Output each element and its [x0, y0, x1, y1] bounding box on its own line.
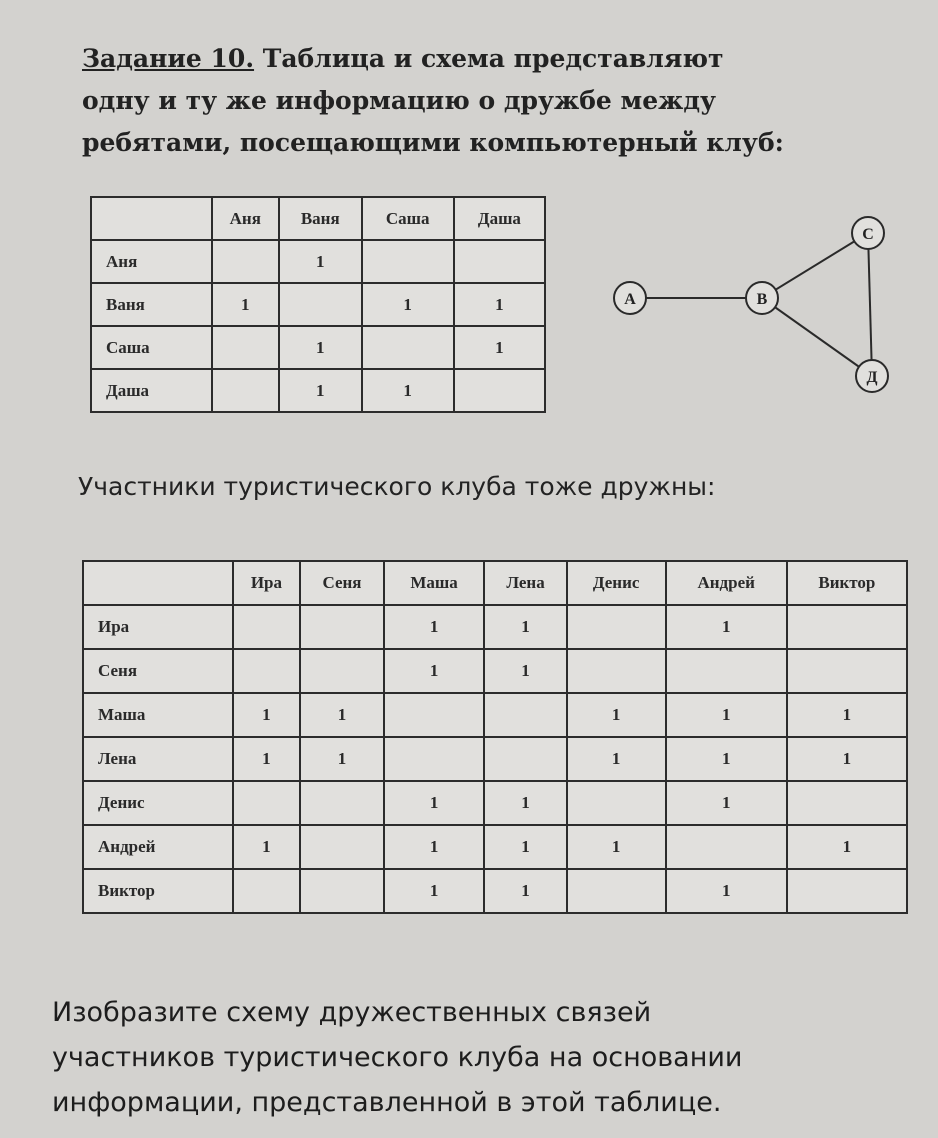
table-row: [83, 693, 907, 737]
computer-club-friendship-table: [90, 196, 546, 413]
column-header: Лена: [484, 561, 566, 605]
row-header: Денис: [83, 781, 233, 825]
table-cell: 1: [787, 737, 907, 781]
table-cell: [300, 649, 384, 693]
table-row: [91, 369, 545, 412]
table-row: [91, 326, 545, 369]
task-line-3: ребятами, посещающими компьютерный клуб:: [82, 128, 784, 157]
tourist-club-intro: Участники туристического клуба тоже дружны:: [78, 472, 716, 501]
row-header: Аня: [91, 240, 212, 283]
row-header: Виктор: [83, 869, 233, 913]
task-line-1: [82, 38, 882, 80]
tourist-club-friendship-table: [82, 560, 908, 914]
table-cell: [212, 369, 279, 412]
table-cell: [484, 737, 566, 781]
graph-edge-b-c: [762, 233, 868, 298]
table-cell: 1: [666, 781, 787, 825]
graph-node-a-label: А: [624, 291, 636, 308]
table-cell: [787, 781, 907, 825]
task-label: Задание 10.: [82, 44, 255, 73]
row-header: Маша: [83, 693, 233, 737]
table-cell: 1: [279, 240, 362, 283]
table-cell: [300, 605, 384, 649]
table-cell: 1: [666, 869, 787, 913]
table-cell: [362, 240, 454, 283]
table-cell: [567, 781, 666, 825]
table-cell: 1: [233, 693, 301, 737]
table-cell: 1: [484, 825, 566, 869]
task-line-2: одну и ту же информацию о дружбе между: [82, 86, 717, 115]
table-cell: 1: [484, 869, 566, 913]
graph-edge-b-d: [762, 298, 872, 376]
table-cell: 1: [484, 781, 566, 825]
table-cell: 1: [454, 326, 545, 369]
table-cell: [666, 825, 787, 869]
table-cell: 1: [666, 605, 787, 649]
table-row: [83, 869, 907, 913]
table-body: [91, 240, 545, 412]
task-line-1-text: Таблица и схема представляют: [254, 44, 724, 73]
table-cell: [567, 649, 666, 693]
graph-node-d: [856, 360, 888, 392]
row-header: Даша: [91, 369, 212, 412]
column-header: Виктор: [787, 561, 907, 605]
table-row: [83, 825, 907, 869]
corner-cell: [91, 197, 212, 240]
table-cell: 1: [233, 825, 301, 869]
table-cell: [787, 869, 907, 913]
table-cell: 1: [484, 649, 566, 693]
instruction-line-3: информации, представленной в этой таблице.: [52, 1087, 722, 1118]
table-cell: 1: [384, 649, 485, 693]
column-header: Денис: [567, 561, 666, 605]
table-cell: 1: [362, 369, 454, 412]
computer-club-friendship-graph: [600, 205, 900, 405]
table-cell: 1: [233, 737, 301, 781]
table-cell: 1: [384, 605, 485, 649]
table-cell: [567, 869, 666, 913]
task-statement: [82, 38, 882, 164]
table-row: [83, 781, 907, 825]
table-cell: 1: [300, 737, 384, 781]
table-cell: 1: [279, 326, 362, 369]
table-cell: [454, 240, 545, 283]
table-cell: [567, 605, 666, 649]
table-body: [83, 605, 907, 913]
task-instruction: [52, 990, 912, 1125]
instruction-line-2: участников туристического клуба на основании: [52, 1042, 743, 1073]
table-cell: [666, 649, 787, 693]
table-cell: 1: [454, 283, 545, 326]
table-cell: 1: [567, 737, 666, 781]
column-header: Даша: [454, 197, 545, 240]
table-cell: [454, 369, 545, 412]
table-cell: [300, 869, 384, 913]
table-cell: 1: [567, 825, 666, 869]
column-header: Маша: [384, 561, 485, 605]
column-header: Андрей: [666, 561, 787, 605]
table-row: [83, 605, 907, 649]
row-header: Ваня: [91, 283, 212, 326]
table-cell: [787, 649, 907, 693]
corner-cell: [83, 561, 233, 605]
table-cell: 1: [384, 781, 485, 825]
graph-node-a: [614, 282, 646, 314]
table-cell: 1: [300, 693, 384, 737]
table-cell: 1: [212, 283, 279, 326]
table-cell: 1: [384, 869, 485, 913]
table-cell: [300, 825, 384, 869]
instruction-line-1: Изобразите схему дружественных связей: [52, 997, 652, 1028]
row-header: Андрей: [83, 825, 233, 869]
table-cell: 1: [787, 825, 907, 869]
table-header-row: [91, 197, 545, 240]
table-cell: 1: [362, 283, 454, 326]
graph-node-c-label: С: [862, 226, 874, 243]
column-header: Аня: [212, 197, 279, 240]
table-cell: [787, 605, 907, 649]
table-cell: 1: [787, 693, 907, 737]
table-cell: 1: [384, 825, 485, 869]
table-cell: [233, 605, 301, 649]
graph-node-d-label: Д: [866, 369, 878, 386]
table-cell: [212, 240, 279, 283]
table-cell: 1: [567, 693, 666, 737]
table-cell: [300, 781, 384, 825]
table-cell: [279, 283, 362, 326]
graph-node-b-label: В: [756, 291, 768, 308]
table-row: [83, 649, 907, 693]
table-cell: [233, 869, 301, 913]
table-cell: [484, 693, 566, 737]
table-row: [91, 240, 545, 283]
table-row: [91, 283, 545, 326]
column-header: Ира: [233, 561, 301, 605]
table-cell: [384, 693, 485, 737]
table-cell: 1: [484, 605, 566, 649]
table-row: [83, 737, 907, 781]
table-header-row: [83, 561, 907, 605]
row-header: Ира: [83, 605, 233, 649]
table-cell: 1: [666, 693, 787, 737]
graph-edge-c-d: [868, 233, 872, 376]
table-cell: [212, 326, 279, 369]
table-cell: [233, 781, 301, 825]
column-header: Саша: [362, 197, 454, 240]
row-header: Сеня: [83, 649, 233, 693]
column-header: Ваня: [279, 197, 362, 240]
table-cell: [384, 737, 485, 781]
table-cell: 1: [279, 369, 362, 412]
row-header: Лена: [83, 737, 233, 781]
table-cell: [362, 326, 454, 369]
column-header: Сеня: [300, 561, 384, 605]
table-cell: [233, 649, 301, 693]
graph-node-c: [852, 217, 884, 249]
table-cell: 1: [666, 737, 787, 781]
row-header: Саша: [91, 326, 212, 369]
graph-node-b: [746, 282, 778, 314]
